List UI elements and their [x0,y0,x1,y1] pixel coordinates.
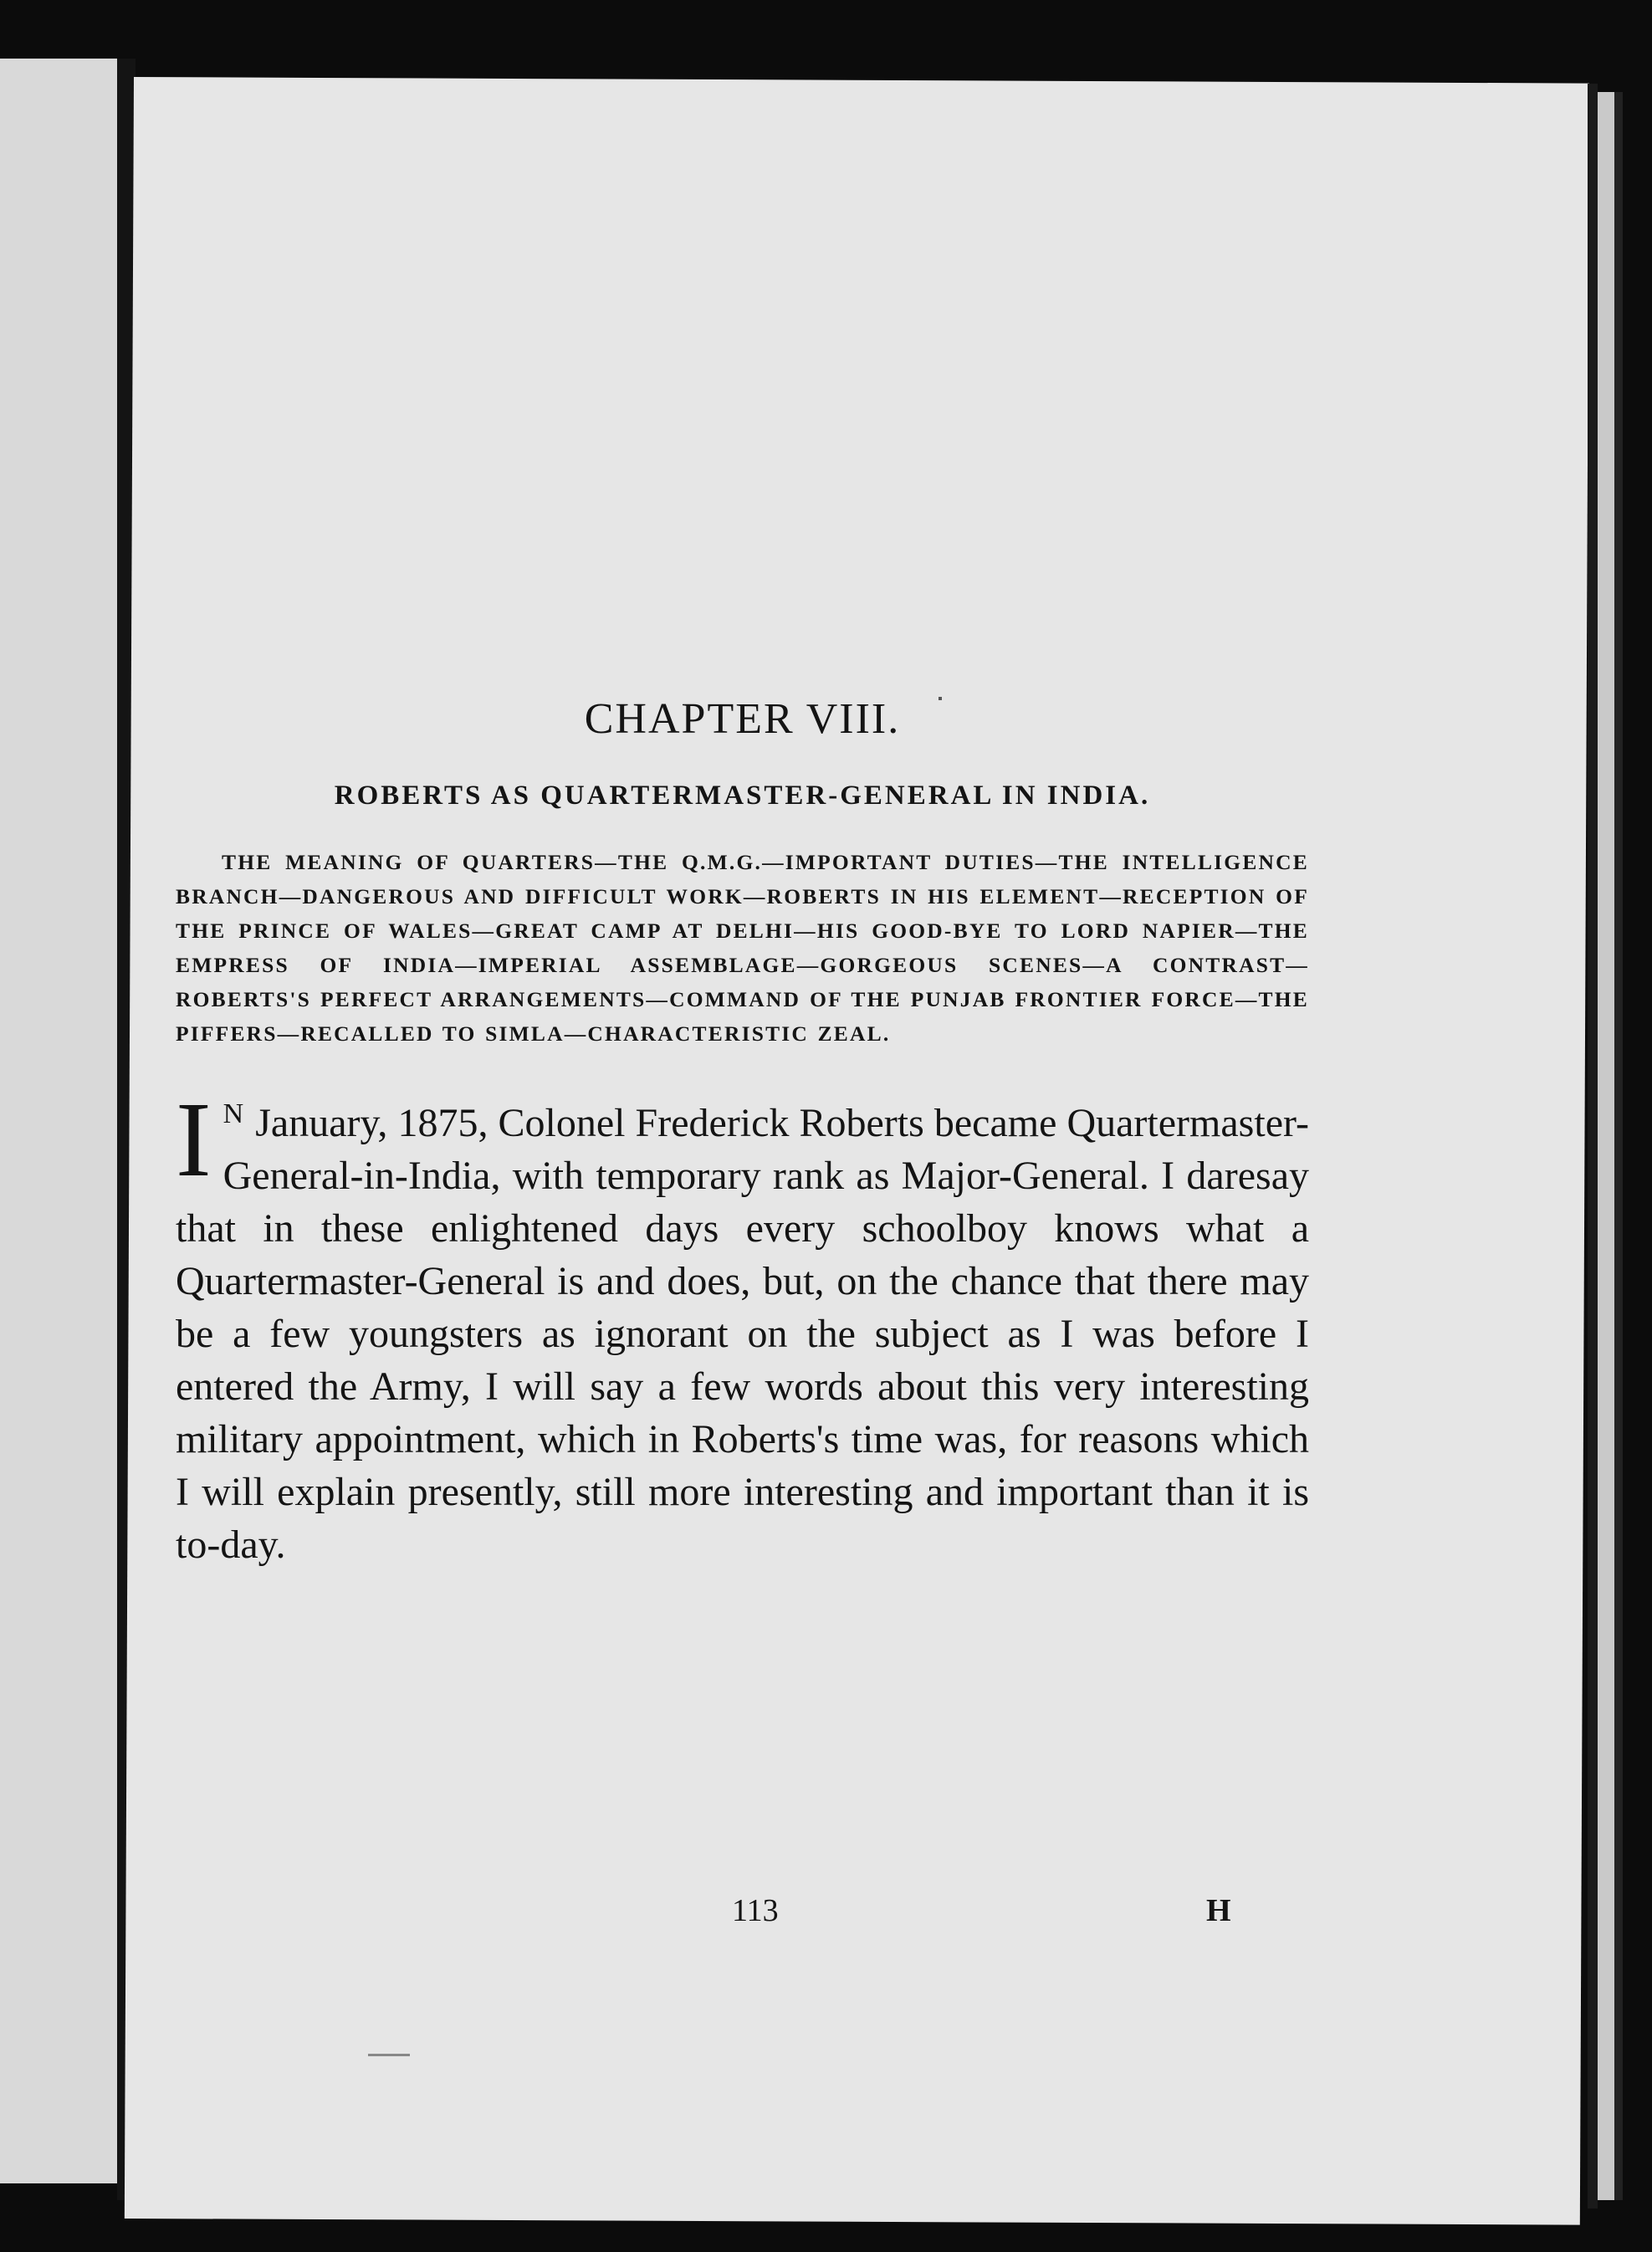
scan-speck [368,2054,410,2056]
chapter-synopsis: THE MEANING OF QUARTERS—THE Q.M.G.—IMPORTANT DUTIES—THE INTELLIGENCE BRANCH—DANGEROUS AND DIFFICULT WORK—ROBERTS IN HIS ELEMENT—RECEPTION OF THE PRINCE OF WALES—GREAT CAMP AT DELHI—HIS GOOD-BYE TO LORD NAPIER—THE EMPRESS OF INDIA—IMPERIAL ASSEMBLAGE—GORGEOUS SCENES—A CONTRAST—ROBERTS'S PERFECT ARRANGEMENTS—COMMAND OF THE PUNJAB FRONTIER FORCE—THE PIFFERS—RECALLED TO SIMLA—CHARACTERISTIC ZEAL. [176,850,1309,1046]
chapter-subtitle: ROBERTS AS QUARTERMASTER-GENERAL IN INDIA. [334,781,1151,811]
chapter-title: CHAPTER VIII. [584,695,901,743]
signature-mark: H [1206,1893,1231,1928]
body-paragraph [176,1080,1309,1571]
paragraph-text: January, 1875, Colonel Frederick Roberts became Quartermaster-General-in-India, with temporary rank as Major-General. I daresay that in these enlightened days every schoolboy knows what a Quartermaster-General is and does, but, on the chance that there may be a few youngsters as ignorant on the subject as I was before I entered the Army, I will say a few words about this very interesting military appointment, which in Roberts's time was, for reasons which I will explain presently, still more interesting and important than it is to-day. [176,1101,1309,1567]
previous-page-edge [0,59,117,2183]
page-stack-border [1614,92,1623,2200]
page-right-border [1588,84,1598,2208]
drop-cap-letter: I [176,1080,212,1199]
page-content [176,694,1309,1571]
opening-small-caps: N [222,1098,246,1129]
page-stack-edge [1598,92,1614,2200]
page-number: 113 [732,1893,779,1928]
